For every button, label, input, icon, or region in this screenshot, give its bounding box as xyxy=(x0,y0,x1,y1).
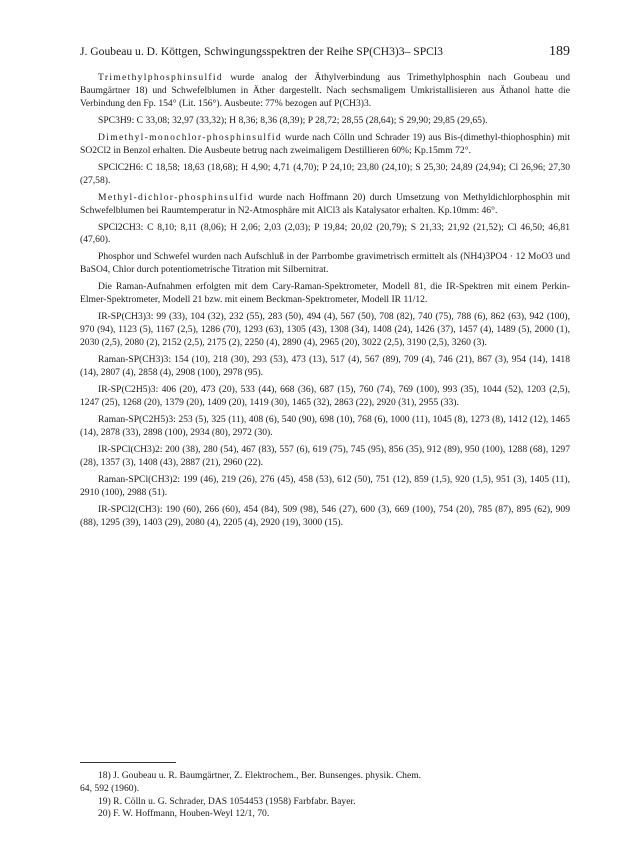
paragraph-text: Die Raman-Aufnahmen erfolgten mit dem Cary-Raman-Spektrometer, Modell 81, die IR-Spektren mit einem Perkin-Elmer-Spektrometer, Modell 21 bzw. mit einem Beckman-Spektrometer, Modell IR 11/12. xyxy=(80,281,570,306)
compound-name: Methyl-dichlor-phosphinsulfid xyxy=(98,191,254,203)
running-title: J. Goubeau u. D. Köttgen, Schwingungsspektren der Reihe SP(CH3)3– SPCl3 xyxy=(80,45,443,58)
paragraph-text: Phosphor und Schwefel wurden nach Aufschluß in der Parrbombe gravimetrisch ermittelt als (NH4)3PO4 · 12 MoO3 und BaSO4, Chlor durch potentiometrische Titration mit Silbernitrat. xyxy=(80,251,570,276)
paragraph-text: Raman-SPCl(CH3)2: 199 (46), 219 (26), 276 (45), 458 (53), 612 (50), 751 (12), 859 (1,5), 920 (1,5), 951 (3), 1405 (11), 2910 (100), 2988 (51). xyxy=(80,473,570,498)
paragraph xyxy=(80,311,570,350)
paragraph xyxy=(80,504,570,530)
compound-name: Dimethyl-monochlor-phosphinsulfid xyxy=(98,131,282,143)
paragraph xyxy=(80,115,570,128)
paragraph xyxy=(80,251,570,277)
paragraph xyxy=(80,414,570,440)
body-text xyxy=(80,72,570,534)
page-number: 189 xyxy=(549,44,570,59)
footnote: 18) J. Goubeau u. R. Baumgärtner, Z. Elektrochem., Ber. Bunsenges. physik. Chem. xyxy=(98,770,422,781)
paragraph-text: wurde analog der Äthylverbindung aus Trimethylphosphin nach Goubeau und Baumgärtner 18) und Schwefelblumen in Äther dargestellt. Nach sechsmaligem Umkristallisieren aus Äthanol hatte die Verbindung den Fp. 154° (Lit. 156°). Ausbeute: 77% bezogen auf P(CH3)3. xyxy=(80,72,570,109)
paragraph xyxy=(80,72,570,111)
paragraph xyxy=(80,222,570,248)
paragraph xyxy=(80,192,570,218)
paragraph-text: Raman-SP(CH3)3: 154 (10), 218 (30), 293 (53), 473 (13), 517 (4), 567 (89), 709 (4), 746 (21), 867 (3), 954 (14), 1418 (14), 2807 (4), 2858 (4), 2908 (100), 2978 (95). xyxy=(80,354,570,379)
paragraph-text: SPCl2CH3: C 8,10; 8,11 (8,06); H 2,06; 2,03 (2,03); P 19,84; 20,02 (20,79); S 21,33; 21,92 (21,52); Cl 46,50; 46,81 (47,60). xyxy=(80,221,570,246)
paragraph xyxy=(80,384,570,410)
paragraph-text: IR-SPCl2(CH3): 190 (60), 266 (60), 454 (84), 509 (98), 546 (27), 600 (3), 669 (100), 754 (20), 785 (87), 895 (62), 909 (88), 1295 (39), 1403 (29), 2080 (4), 2205 (4), 2920 (19), 3000 (15). xyxy=(80,503,570,528)
footnotes xyxy=(80,770,570,821)
paragraph-text: IR-SP(C2H5)3: 406 (20), 473 (20), 533 (44), 668 (36), 687 (15), 760 (74), 769 (100), 993 (35), 1044 (52), 1203 (2,5), 1247 (25), 1268 (20), 1379 (20), 1409 (20), 1419 (30), 1465 (32), 2863 (22), 2920 (31), 2955 (33). xyxy=(80,384,570,408)
paragraph xyxy=(80,132,570,158)
paragraph-text: wurde nach Cölln und Schrader 19) aus Bis-(dimethyl-thiophosphin) mit SO2Cl2 in Benzol erhalten. Die Ausbeute betrug nach zweimaligem Destillieren 60%; Kp.15mm 72°. xyxy=(80,131,570,156)
paragraph-text: SPC3H9: C 33,08; 32,97 (33,32); H 8,36; 8,36 (8,39); P 28,72; 28,55 (28,64); S 29,90; 29,85 (29,65). xyxy=(98,114,488,126)
paragraph xyxy=(80,281,570,307)
footnote: 64, 592 (1960). xyxy=(80,782,140,794)
running-header xyxy=(80,44,570,60)
footnote: 20) F. W. Hoffmann, Houben-Weyl 12/1, 70. xyxy=(98,808,270,820)
footnote-divider xyxy=(80,762,176,763)
compound-name: Trimethylphosphinsulfid xyxy=(98,72,223,83)
paragraph xyxy=(80,162,570,188)
paragraph xyxy=(80,474,570,500)
paragraph xyxy=(80,444,570,470)
paragraph-text: wurde nach Hoffmann 20) durch Umsetzung von Methyldichlorphosphin mit Schwefelblumen bei Raumtemperatur in N2-Atmosphäre mit AlCl3 als Katalysator erhalten. Kp.10mm: 46°. xyxy=(80,191,570,216)
footnote: 19) R. Cölln u. G. Schrader, DAS 1054453 (1958) Farbfabr. Bayer. xyxy=(98,795,356,807)
paragraph-text: IR-SPCl(CH3)2: 200 (38), 280 (54), 467 (83), 557 (6), 619 (75), 745 (95), 856 (35), 912 (89), 950 (100), 1288 (68), 1297 (28), 1357 (3), 1408 (43), 2887 (21), 2960 (22). xyxy=(80,443,570,468)
paragraph-text: IR-SP(CH3)3: 99 (33), 104 (32), 232 (55), 283 (50), 494 (4), 567 (50), 708 (82), 740 (75), 788 (6), 862 (63), 942 (100), 970 (94), 1123 (5), 1167 (2,5), 1286 (70), 1293 (63), 1305 (43), 1308 (34), 1408 (24), 1426 (37), 1457 (4), 1489 (5), 2000 (1), 2030 (2,5), 2080 (2), 2152 (2,5), 2175 (2), 2250 (4), 2890 (4), 2965 (20), 3022 (2,5), 3190 (2,5), 3260 (3). xyxy=(80,311,570,349)
paragraph-text: SPClC2H6: C 18,58; 18,63 (18,68); H 4,90; 4,71 (4,70); P 24,10; 23,80 (24,10); S 25,30; 24,89 (24,94); Cl 26,96; 27,30 (27,58). xyxy=(80,161,570,186)
paragraph-text: Raman-SP(C2H5)3: 253 (5), 325 (11), 408 (6), 540 (90), 698 (10), 768 (6), 1000 (11), 1045 (8), 1273 (8), 1412 (12), 1465 (14), 2878 (33), 2898 (100), 2934 (80), 2972 (30). xyxy=(80,413,570,438)
paragraph xyxy=(80,354,570,380)
